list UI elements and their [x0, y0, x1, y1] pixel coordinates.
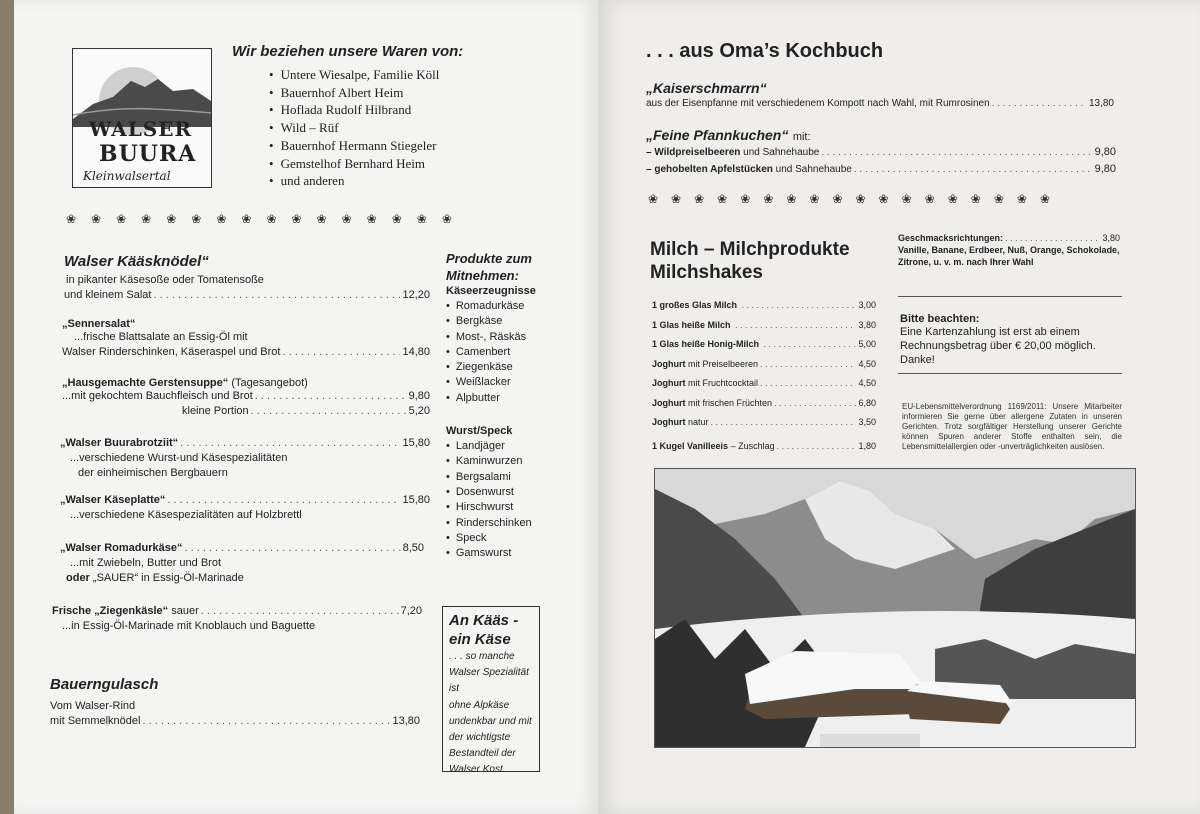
- price: 9,80: [1094, 146, 1116, 158]
- price: 14,80: [402, 346, 430, 358]
- box-heading-1: An Kääs -: [449, 612, 519, 629]
- dish-desc: aus der Eisenpfanne mit verschiedenem Kompott nach Wahl, mit Rumrosinen: [646, 98, 990, 109]
- walser-buura-logo: [72, 48, 212, 188]
- item-name: Joghurt: [652, 358, 686, 369]
- takeaway-section: [446, 250, 556, 561]
- price: 13,80: [392, 715, 420, 727]
- cheese-info-box: [442, 606, 540, 776]
- price-row: [652, 374, 876, 394]
- milk-heading-1: Milch – Milchprodukte: [650, 239, 850, 260]
- price: 3,50: [858, 417, 876, 427]
- item-extra: natur: [688, 417, 709, 427]
- list-item: • Camenbert: [446, 345, 556, 360]
- price: 8,50: [402, 542, 424, 554]
- menu-item-romadur: [60, 541, 424, 586]
- dish-title: Bauerngulasch: [50, 676, 159, 693]
- price-row: [646, 145, 1116, 160]
- price: 5,00: [858, 339, 876, 349]
- dish-title: Frische „Ziegenkäsle“: [52, 605, 169, 617]
- list-item: • Wild – Rüf: [269, 119, 439, 137]
- leader-dots: [1005, 232, 1100, 244]
- menu-item-sennersalat: [62, 318, 430, 360]
- flower-divider: ❀❀❀❀❀❀❀❀❀❀❀❀❀❀❀❀❀❀: [648, 192, 1063, 206]
- dish-desc: Vom Walser-Rind: [50, 700, 136, 712]
- left-page: [14, 0, 598, 814]
- menu-item-gulasch: [50, 676, 420, 729]
- price-row: [652, 394, 876, 414]
- list-item: • Untere Wiesalpe, Familie Köll: [269, 66, 439, 84]
- price-row: [62, 404, 430, 419]
- list-item: • Alpbutter: [446, 391, 556, 406]
- box-line: ohne Alpkäse: [449, 699, 510, 711]
- price: 3,00: [858, 300, 876, 310]
- leader-dots: [255, 389, 407, 404]
- oma-heading: . . . aus Oma’s Kochbuch: [646, 40, 884, 62]
- box-line: undenkbar und mit: [449, 715, 532, 727]
- dish-desc: und kleinem Salat: [64, 289, 152, 301]
- dish-desc: in pikanter Käsesoße oder Tomatensoße: [66, 274, 264, 286]
- leader-dots: [821, 145, 1092, 160]
- leader-dots: [711, 413, 857, 433]
- menu-item-pfannkuchen: [646, 127, 1116, 177]
- logo-line-1: WALSER: [89, 117, 193, 141]
- box-heading-2: ein Käse: [449, 631, 511, 648]
- dish-extra: mit:: [792, 131, 811, 143]
- menu-item-gerstensuppe: [62, 377, 430, 419]
- dish-extra: sauer: [171, 605, 199, 617]
- dish-title: „Kaiserschmarrn“: [646, 80, 767, 96]
- price-row: [646, 162, 1116, 177]
- price-row: [652, 296, 876, 316]
- category-cheese: Käseerzeugnisse: [446, 285, 536, 297]
- flavors-label: Geschmacksrichtungen:: [898, 233, 1004, 243]
- leader-dots: [282, 345, 400, 360]
- list-item: • und anderen: [269, 172, 439, 190]
- price-row: [60, 493, 430, 508]
- item-name: Joghurt: [652, 397, 686, 408]
- logo-line-3: Kleinwalsertal: [83, 169, 171, 183]
- suppliers-heading: Wir beziehen unsere Waren von:: [232, 43, 464, 60]
- leader-dots: [184, 541, 400, 556]
- leader-dots: [760, 355, 856, 375]
- list-item: • Dosenwurst: [446, 485, 556, 500]
- price-row: [60, 436, 430, 451]
- dish-desc: Walser Rinderschinken, Käseraspel und Brot: [62, 346, 281, 358]
- list-item: • Speck: [446, 531, 556, 546]
- dish-desc-bold: – Wildpreiselbeeren: [646, 147, 741, 158]
- leader-dots: [760, 374, 856, 394]
- price-row: [52, 604, 422, 619]
- item-extra: mit Fruchtcocktail: [688, 378, 759, 388]
- price: 9,80: [1094, 163, 1116, 175]
- flower-divider: ❀❀❀❀❀❀❀❀❀❀❀❀❀❀❀❀: [66, 212, 467, 226]
- leader-dots: [774, 394, 856, 414]
- price: 4,50: [858, 358, 876, 369]
- takeaway-heading-1: Produkte zum: [446, 251, 532, 266]
- price: 12,20: [402, 289, 430, 301]
- leader-dots: [735, 316, 856, 336]
- item-extra: mit frischen Früchten: [688, 397, 773, 408]
- notice-heading: Bitte beachten:: [900, 313, 980, 325]
- suppliers-list: [269, 66, 439, 190]
- price: 7,20: [400, 605, 422, 617]
- right-page: [598, 0, 1200, 814]
- dish-desc: kleine Portion: [182, 405, 249, 417]
- leader-dots: [742, 296, 857, 316]
- dish-desc: ...in Essig-Öl-Marinade mit Knoblauch und Baguette: [62, 620, 316, 632]
- box-line: der wichtigste: [449, 732, 511, 744]
- dish-title: „Walser Käseplatte“: [60, 494, 166, 506]
- price: 5,20: [408, 405, 430, 417]
- dish-title: „Feine Pfannkuchen“: [646, 127, 789, 143]
- item-name: 1 Glas heiße Honig-Milch: [652, 339, 760, 349]
- list-item: • Kaminwurzen: [446, 454, 556, 469]
- notice-text: Eine Kartenzahlung ist erst ab einem Rechnungsbetrag über € 20,00 möglich. Danke!: [900, 326, 1096, 366]
- dish-desc: und Sahnehaube: [743, 147, 820, 158]
- price-row: [652, 316, 876, 336]
- list-item: • Bergkäse: [446, 314, 556, 329]
- dish-desc: ...frische Blattsalate an Essig-Öl mit: [74, 331, 248, 343]
- mountain-chalet-photo: [654, 468, 1136, 748]
- item-name: 1 Kugel Vanilleeis: [652, 440, 729, 451]
- item-extra: – Zuschlag: [730, 440, 775, 451]
- list-item: • Gemstelhof Bernhard Heim: [269, 155, 439, 173]
- price-row: [652, 437, 876, 457]
- menu-item-brotziit: [60, 436, 430, 481]
- photo-graphic: [655, 469, 1135, 747]
- leader-dots: [180, 436, 400, 451]
- leader-dots: [764, 335, 857, 355]
- eu-allergen-notice: EU-Lebensmittelverordnung 1169/2011: Unsere Mitarbeiter informieren Sie gerne über allergene Zutaten in unseren Gerichten. Trotz sorgfältiger Herstellung unserer Gerichte können Spuren anderer Stoffe enthalten sein, die Lebensmittelallergien oder -unverträglichkeiten auslösen.: [902, 402, 1122, 451]
- leader-dots: [854, 162, 1093, 177]
- logo-line-2: BUURA: [99, 141, 197, 167]
- price-row: [652, 335, 876, 355]
- price: 13,80: [1088, 98, 1114, 109]
- list-item: • Landjäger: [446, 439, 556, 454]
- list-item: • Romadurkäse: [446, 299, 556, 314]
- price-row: [62, 389, 430, 404]
- item-name: 1 Glas heiße Milch: [652, 319, 731, 330]
- box-line: . . . so manche: [449, 651, 515, 662]
- box-line: Bestandteil der: [449, 748, 516, 760]
- list-item: • Bauernhof Hermann Stiegeler: [269, 137, 439, 155]
- leader-dots: [777, 437, 857, 457]
- menu-item-ziegen: [52, 604, 422, 634]
- payment-notice: [900, 313, 1122, 367]
- category-sausage: Wurst/Speck: [446, 425, 513, 438]
- dish-title: Walser Kääsknödel“: [64, 253, 209, 270]
- leader-dots: [201, 604, 399, 619]
- cheese-list: [446, 299, 556, 406]
- list-item: • Bergsalami: [446, 470, 556, 485]
- box-line: Walser Kost.: [449, 764, 506, 776]
- dish-desc: ...mit Zwiebeln, Butter und Brot: [70, 557, 222, 569]
- dish-title: „Sennersalat“: [62, 318, 136, 330]
- price: 6,80: [858, 397, 876, 408]
- list-item: • Most-, Räskäs: [446, 330, 556, 345]
- price: 4,50: [858, 378, 876, 388]
- list-item: • Hirschwurst: [446, 500, 556, 515]
- dish-desc: „SAUER“ in Essig-Öl-Marinade: [92, 572, 244, 584]
- divider: [898, 373, 1122, 374]
- milk-list: [652, 296, 876, 456]
- leader-dots: [251, 404, 407, 419]
- menu-item-kaeseplatte: [60, 493, 430, 523]
- price-row: [50, 714, 420, 729]
- price-row: [64, 288, 430, 303]
- price-row: [652, 355, 876, 375]
- price: 9,80: [408, 390, 430, 402]
- list-item: • Rinderschinken: [446, 516, 556, 531]
- dish-title: „Hausgemachte Gerstensuppe“: [62, 377, 229, 389]
- price-row: [898, 232, 1120, 244]
- milk-heading: [650, 238, 850, 284]
- menu-item-kaiserschmarrn: [646, 80, 1114, 111]
- item-extra: mit Preiselbeeren: [688, 358, 759, 369]
- price-row: [646, 96, 1114, 111]
- leader-dots: [142, 714, 390, 729]
- item-name: 1 großes Glas Milch: [652, 300, 738, 310]
- price: 3,80: [1102, 233, 1120, 243]
- dish-extra: (Tagesangebot): [231, 377, 308, 389]
- dish-desc: der einheimischen Bergbauern: [78, 467, 228, 479]
- dish-desc: ...verschiedene Wurst-und Käsespezialitäten: [70, 452, 288, 464]
- leader-dots: [992, 96, 1087, 111]
- price: 15,80: [402, 437, 430, 449]
- divider: [898, 296, 1122, 297]
- dish-desc: ...verschiedene Käsespezialitäten auf Holzbrettl: [70, 509, 302, 521]
- list-item: • Bauernhof Albert Heim: [269, 84, 439, 102]
- list-item: • Ziegenkäse: [446, 360, 556, 375]
- price-row: [652, 413, 876, 433]
- dish-title: „Walser Buurabrotziit“: [60, 437, 179, 449]
- takeaway-heading-2: Mitnehmen:: [446, 268, 519, 283]
- leader-dots: [167, 493, 400, 508]
- item-name: Joghurt: [652, 378, 686, 388]
- item-name: Joghurt: [652, 417, 686, 427]
- price: 3,80: [858, 319, 876, 330]
- price: 1,80: [858, 440, 876, 451]
- sausage-list: [446, 439, 556, 561]
- price-row: [60, 541, 424, 556]
- dish-title: „Walser Romadurkäse“: [60, 542, 183, 554]
- price-row: [62, 345, 430, 360]
- box-line: Walser Spezialität ist: [449, 667, 529, 695]
- dish-desc-bold: – gehobelten Apfelstücken: [646, 164, 773, 175]
- dish-desc: und Sahnehaube: [775, 164, 852, 175]
- leader-dots: [153, 288, 400, 303]
- menu-item-kaesknoedel: [64, 253, 430, 303]
- dish-desc-bold: oder: [66, 572, 90, 584]
- list-item: • Hoflada Rudolf Hilbrand: [269, 101, 439, 119]
- shake-flavors: [898, 232, 1120, 268]
- price: 15,80: [402, 494, 430, 506]
- flavors-text: Vanille, Banane, Erdbeer, Nuß, Orange, Schokolade, Zitrone, u. v. m. nach Ihrer Wahl: [898, 245, 1120, 267]
- dish-desc: ...mit gekochtem Bauchfleisch und Brot: [62, 390, 253, 402]
- list-item: • Weißlacker: [446, 375, 556, 390]
- milk-heading-2: Milchshakes: [650, 262, 763, 283]
- list-item: • Gamswurst: [446, 546, 556, 561]
- dish-desc: mit Semmelknödel: [50, 715, 141, 727]
